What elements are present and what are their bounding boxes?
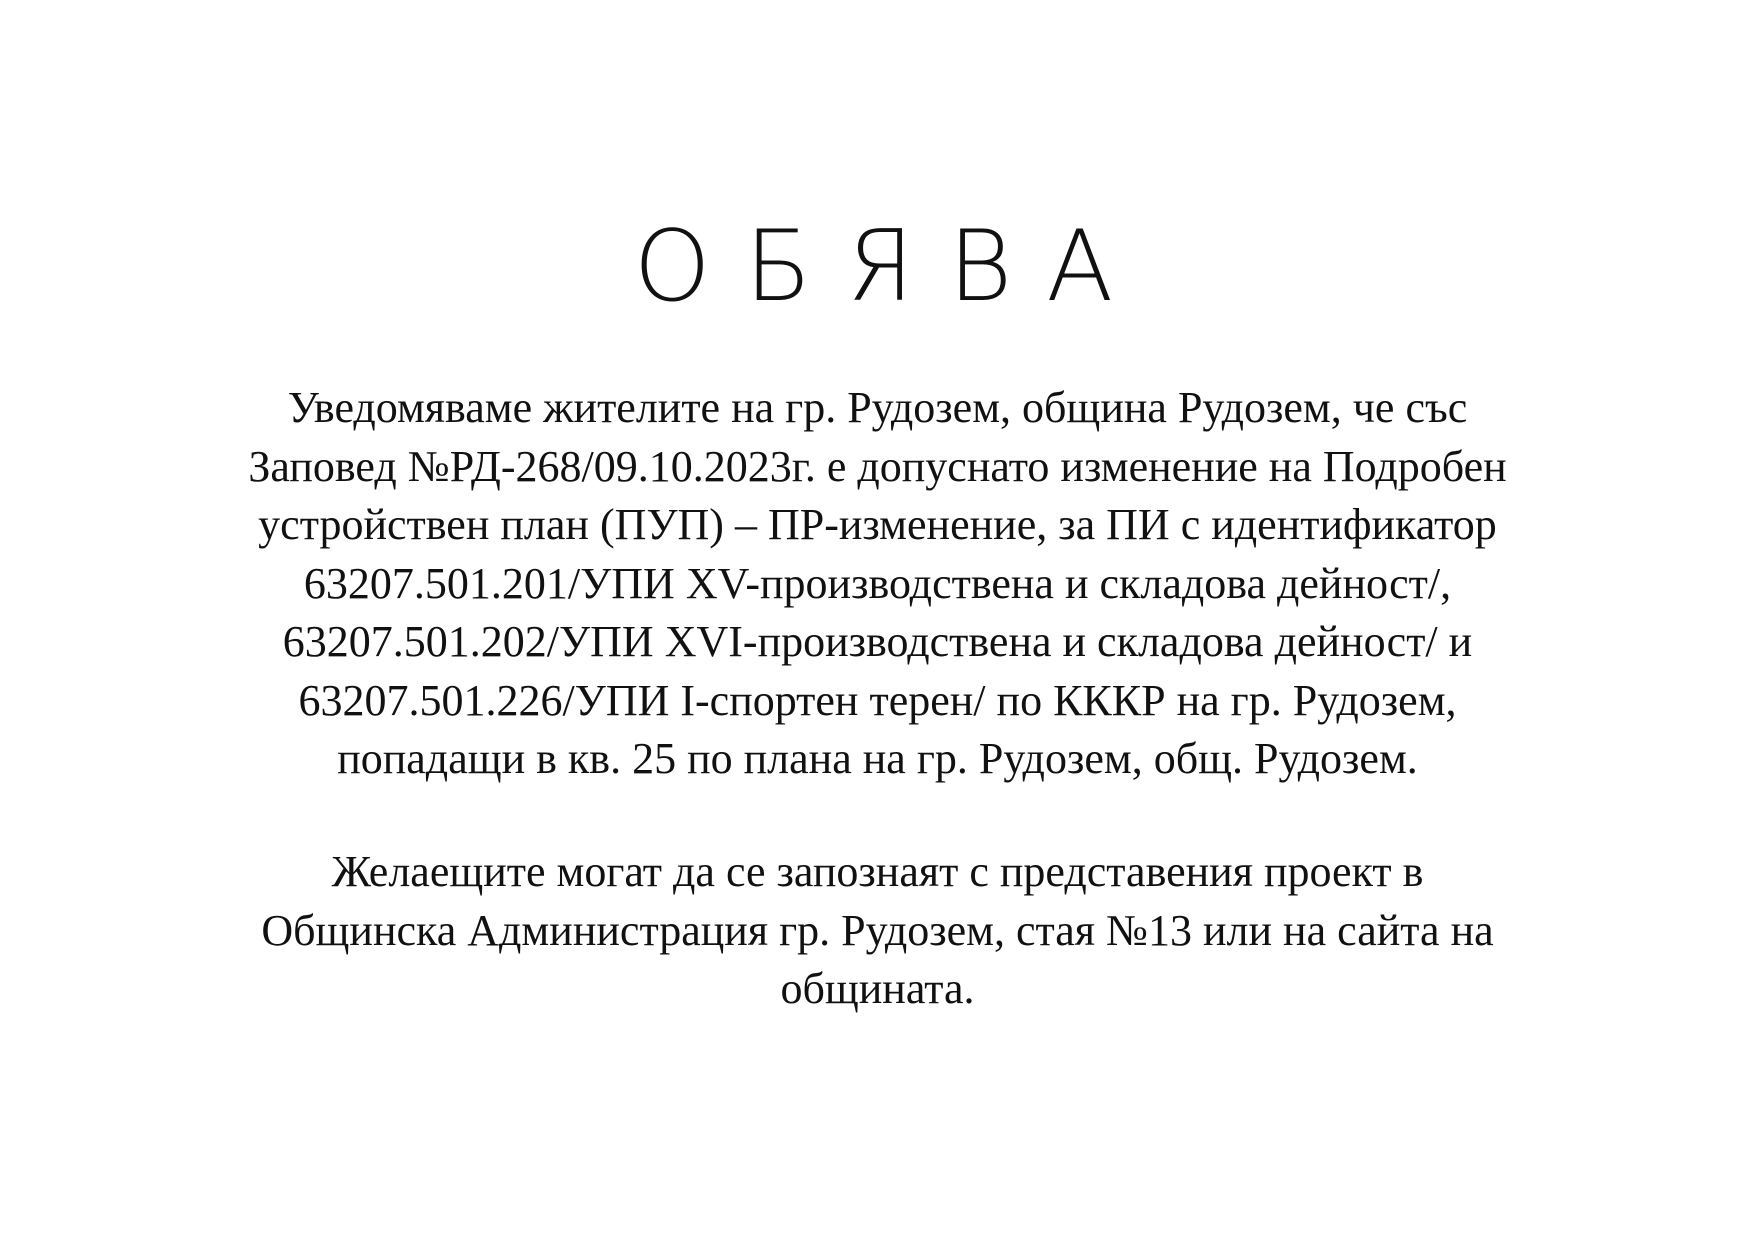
paragraph-line: Уведомяваме жителите на гр. Рудозем, община Рудозем, че със	[287, 383, 1468, 432]
paragraph-line: 63207.501.202/УПИ XVI-производствена и складова дейност/ и	[282, 617, 1473, 666]
paragraph-line: Общинска Администрация гр. Рудозем, стая №13 или на сайта на	[261, 905, 1494, 955]
paragraph-line: общината.	[780, 964, 975, 1013]
paragraph-line: устройствен план (ПУП) – ПР-изменение, за ПИ с идентификатор	[258, 500, 1497, 549]
paragraph-line: 63207.501.201/УПИ XV-производствена и складова дейност/,	[303, 558, 1452, 608]
page-title: ОБЯВА	[633, 210, 1148, 324]
paragraph-line: попадащи в кв. 25 по плана на гр. Рудозем, общ. Рудозем.	[337, 734, 1418, 783]
info-paragraph	[100, 843, 1655, 1019]
announcement-paragraph	[100, 379, 1655, 789]
paragraph-line: Заповед №РД-268/09.10.2023г. е допуснато изменение на Подробен	[248, 441, 1507, 491]
paragraph-line: Желаещите могат да се запознаят с представения проект в	[331, 847, 1424, 896]
paragraph-line: 63207.501.226/УПИ I-спортен терен/ по КККР на гр. Рудозем,	[298, 675, 1457, 725]
